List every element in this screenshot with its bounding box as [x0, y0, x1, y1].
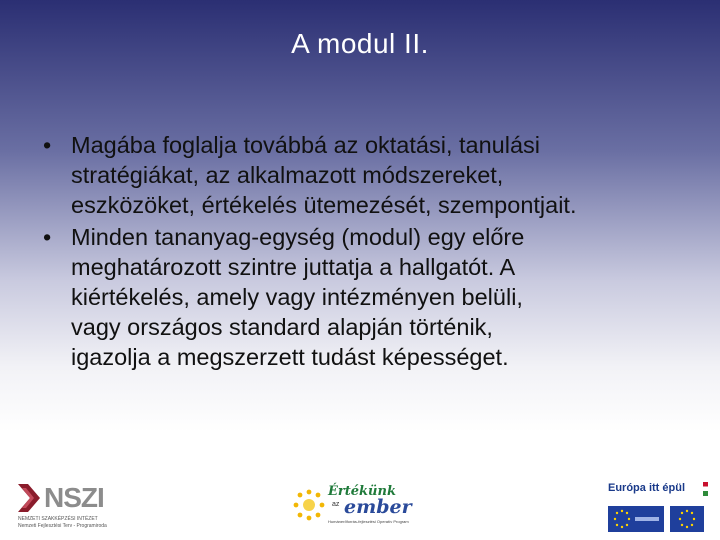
bullet-item — [40, 222, 700, 372]
bullet-line: kiértékelés, amely vagy intézményen belüli, — [71, 284, 523, 310]
ertekunk-main-text: ember — [344, 496, 412, 518]
bullet-line: Magába foglalja továbbá az oktatási, tanulási — [71, 132, 541, 158]
bullet-line: vagy országos standard alapján történik, — [71, 314, 493, 340]
footer-logos — [0, 472, 720, 540]
bullet-line: meghatározott szintre juttatja a hallgatót. A — [71, 254, 516, 280]
nszi-logo — [18, 482, 138, 532]
nszi-mark-icon — [18, 484, 40, 512]
slide-title: A modul II. — [291, 28, 429, 59]
eu-flag-icon — [670, 506, 704, 532]
bullet-line: eszközöket, értékelés ütemezését, szempontjait. — [71, 192, 577, 218]
ertekunk-top-text: Értékünk — [328, 484, 396, 499]
ertekunk-sub-text: Humánerőforrás-fejlesztési Operatív Program — [328, 519, 409, 524]
eu-flag-icon — [608, 506, 664, 532]
bullet-line: stratégiákat, az alkalmazott módszereket, — [71, 162, 504, 188]
bullet-line: igazolja a megszerzett tudást képességet. — [71, 344, 509, 370]
bullet-marker: • — [43, 132, 52, 158]
nszi-logo-text: NSZI — [44, 482, 104, 513]
sun-icon — [292, 488, 326, 522]
eu-logo — [604, 480, 708, 534]
eu-title: Európa itt épül — [608, 482, 685, 494]
bullet-marker: • — [43, 224, 52, 250]
bullet-list — [40, 130, 700, 374]
nszi-line2: Nemzeti Fejlesztési Terv - Programiroda — [18, 523, 107, 529]
nszi-line1: NEMZETI SZAKKÉPZÉSI INTÉZET — [18, 516, 98, 522]
ertekunk-logo — [292, 484, 412, 528]
bullet-line: Minden tananyag-egység (modul) egy előre — [71, 224, 525, 250]
ertekunk-az-text: az — [332, 501, 340, 508]
hungarian-flag-bar — [703, 482, 708, 496]
bullet-item — [40, 130, 700, 220]
